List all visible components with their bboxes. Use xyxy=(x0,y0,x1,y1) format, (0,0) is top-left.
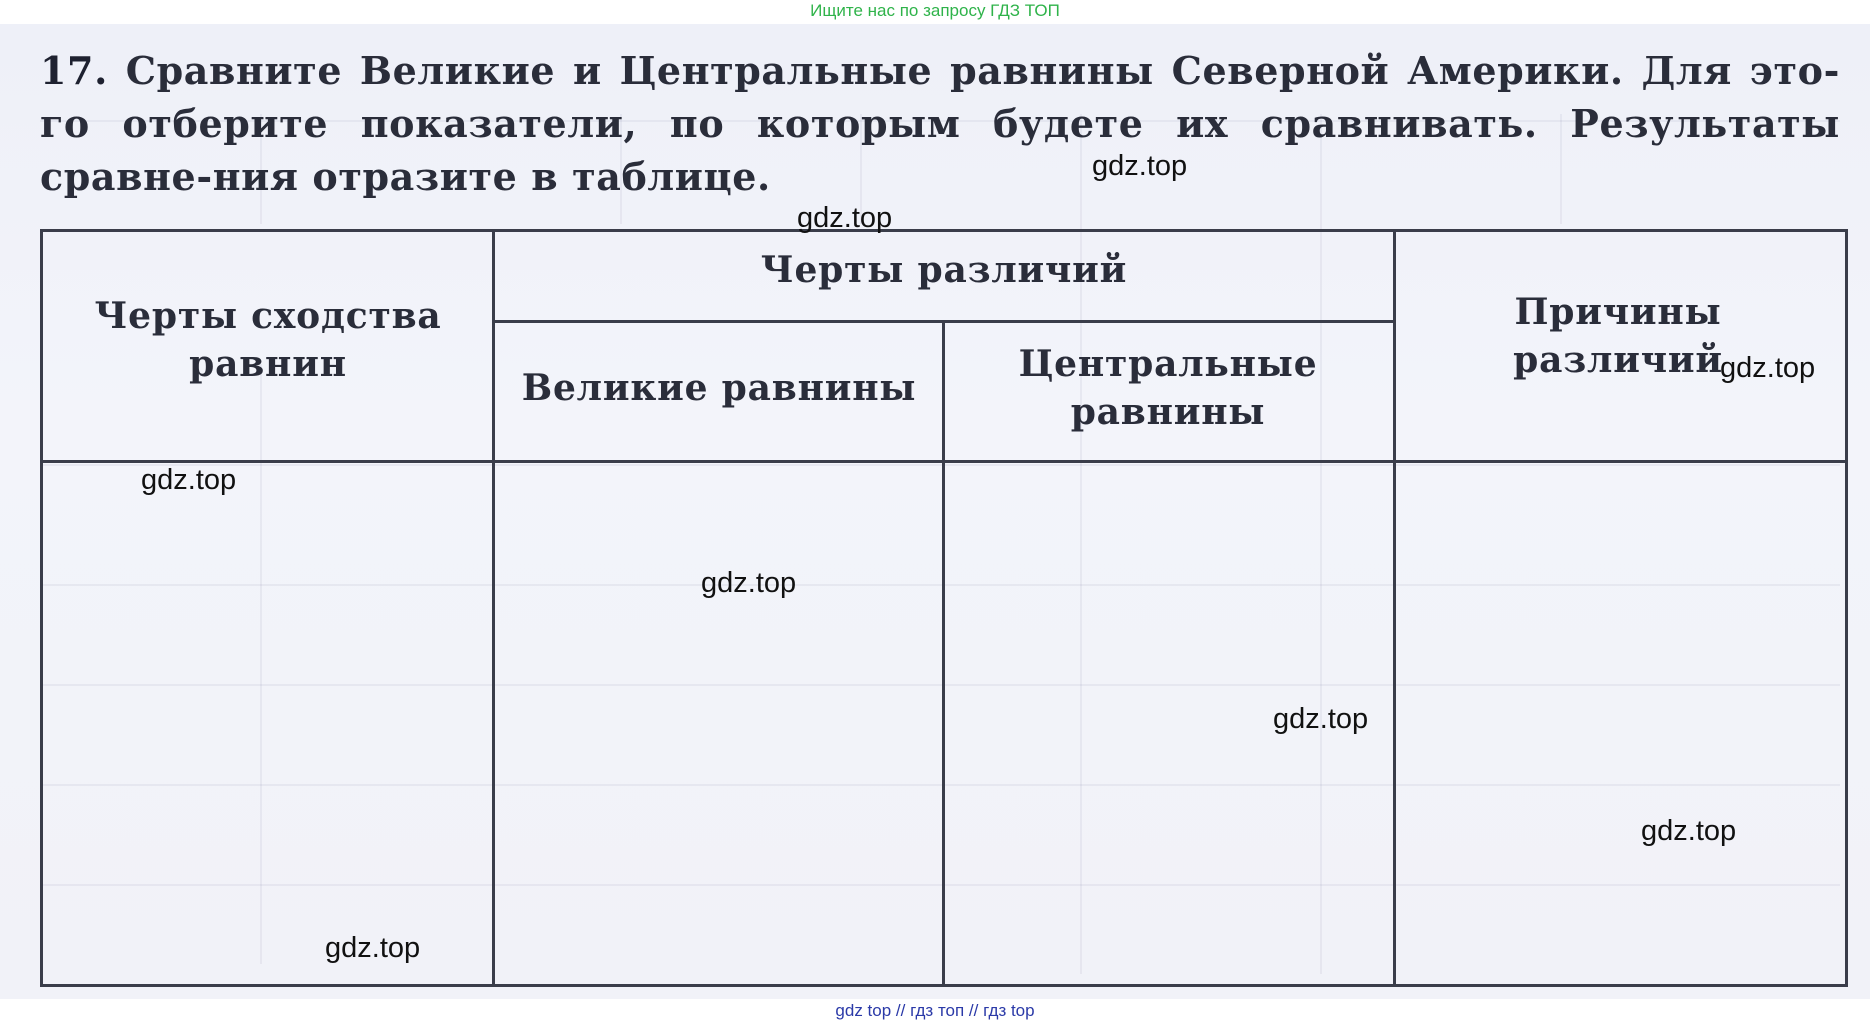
cell-great-plains[interactable] xyxy=(495,464,942,984)
subheader-central-plains: Центральные равнины xyxy=(1018,343,1318,433)
watermark: gdz.top xyxy=(1641,815,1737,847)
task-paragraph xyxy=(40,44,1840,203)
watermark: gdz.top xyxy=(1273,703,1369,735)
watermark: gdz.top xyxy=(797,202,893,234)
table-divider xyxy=(492,320,1396,323)
table-divider xyxy=(43,460,1845,463)
footer-links: gdz top // гдз топ // гдз top xyxy=(835,1001,1035,1020)
cell-similarity[interactable] xyxy=(46,464,492,984)
task-text: Сравните Великие и Центральные равнины Северной Америки. Для это-го отберите показатели, по которым будете их сравнивать. Результаты сравне-ния отразите в таблице. xyxy=(40,48,1840,199)
header-similarity: Черты сходства равнин xyxy=(94,295,442,385)
subheader-great-plains: Великие равнины xyxy=(521,367,917,409)
top-banner: Ищите нас по запросу ГДЗ ТОП xyxy=(810,1,1060,20)
watermark: gdz.top xyxy=(141,464,237,496)
header-differences: Черты различий xyxy=(760,249,1128,291)
comparison-table xyxy=(40,229,1848,987)
scanned-page xyxy=(0,24,1870,999)
watermark: gdz.top xyxy=(701,567,797,599)
task-number: 17. xyxy=(40,48,108,93)
cell-reasons[interactable] xyxy=(1396,464,1845,984)
header-reasons: Причины различий xyxy=(1513,291,1723,381)
watermark: gdz.top xyxy=(1720,352,1816,384)
watermark: gdz.top xyxy=(1092,150,1188,182)
watermark: gdz.top xyxy=(325,932,421,964)
